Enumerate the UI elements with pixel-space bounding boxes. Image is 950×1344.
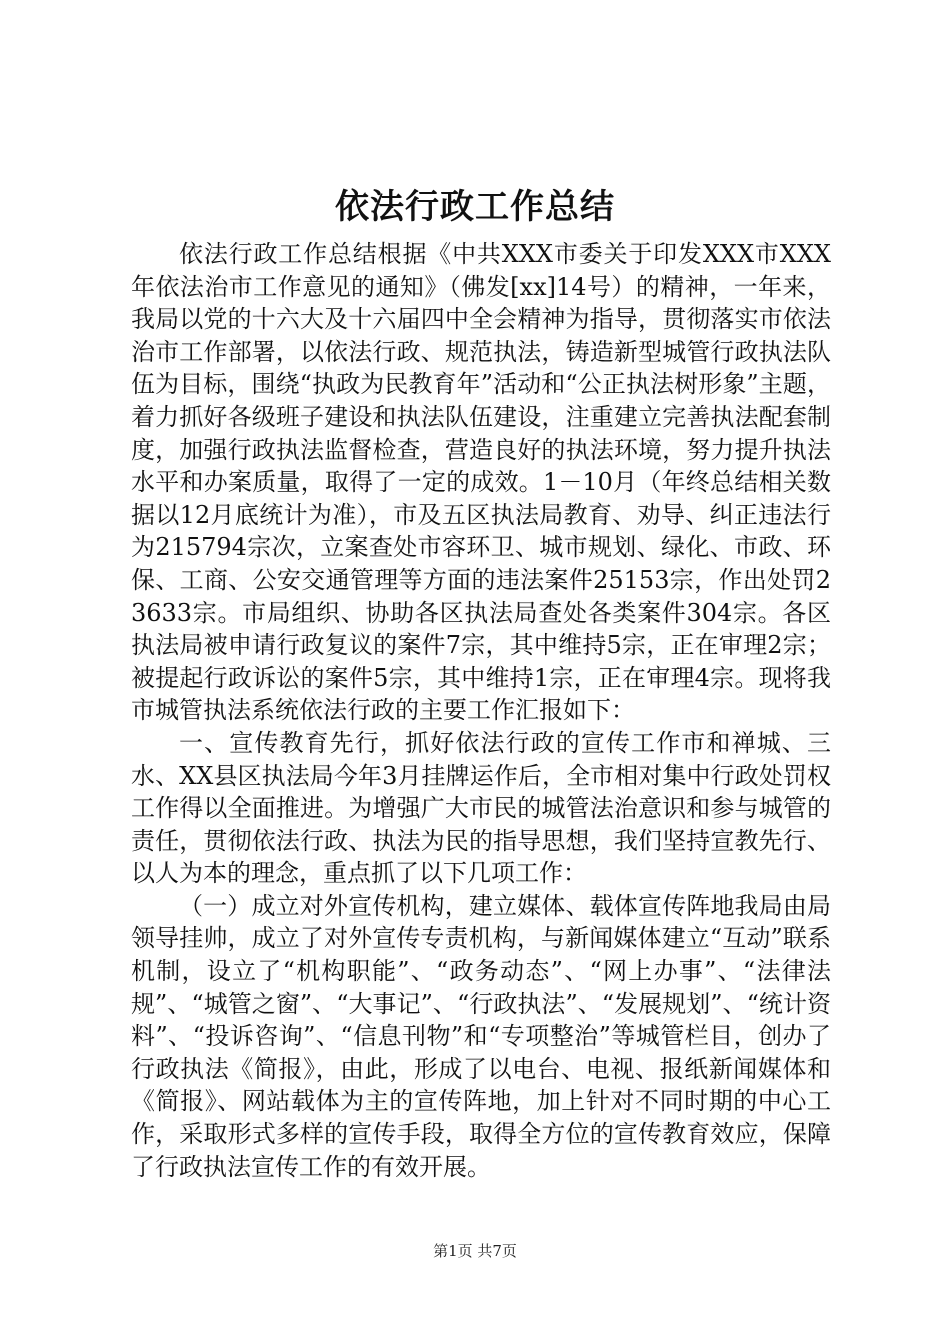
paragraph-section-one: 一、宣传教育先行，抓好依法行政的宣传工作市和禅城、三水、XX县区执法局今年3月挂牌运作后，全市相对集中行政处罚权工作得以全面推进。为增强广大市民的城管法治意识和参与城管的责任，贯彻依法行政、执法为民的指导思想，我们坚持宣教先行、以人为本的理念，重点抓了以下几项工作： [131,728,831,888]
paragraph-intro: 依法行政工作总结根据《中共XXX市委关于印发XXX市XXX年依法治市工作意见的通知》（佛发[xx]14号）的精神，一年来，我局以党的十六大及十六届四中全会精神为指导，贯彻落实市依法治市工作部署，以依法行政、规范执法，铸造新型城管行政执法队伍为目标，围绕“执政为民教育年”活动和“公正执法树形象”主题，着力抓好各级班子建设和执法队伍建设，注重建立完善执法配套制度，加强行政执法监督检查，营造良好的执法环境，努力提升执法水平和办案质量，取得了一定的成效。1－10月（年终总结相关数据以12月底统计为准），市及五区执法局教育、劝导、纠正违法行为215794宗次，立案查处市容环卫、城市规划、绿化、市政、环保、工商、公安交通管理等方面的违法案件25153宗，作出处罚23633宗。市局组织、协助各区执法局查处各类案件304宗。各区执法局被申请行政复议的案件7宗，其中维持5宗，正在审理2宗；被提起行政诉讼的案件5宗，其中维持1宗，正在审理4宗。现将我市城管执法系统依法行政的主要工作汇报如下： [131,240,831,725]
document-title: 依法行政工作总结 [335,187,615,227]
page-number-footer: 第1页 共7页 [433,1242,517,1260]
paragraph-subsection-one: （一）成立对外宣传机构，建立媒体、载体宣传阵地我局由局领导挂帅，成立了对外宣传专责机构，与新闻媒体建立“互动”联系机制，设立了“机构职能”、“政务动态”、“网上办事”、“法律法规”、“城管之窗”、“大事记”、“行政执法”、“发展规划”、“统计资料”、“投诉咨询”、“信息刊物”和“专项整治”等城管栏目，创办了行政执法《简报》，由此，形成了以电台、电视、报纸新闻媒体和《简报》、网站载体为主的宣传阵地，加上针对不同时期的中心工作，采取形式多样的宣传手段，取得全方位的宣传教育效应，保障了行政执法宣传工作的有效开展。 [131,891,831,1181]
document-body [131,238,831,1183]
